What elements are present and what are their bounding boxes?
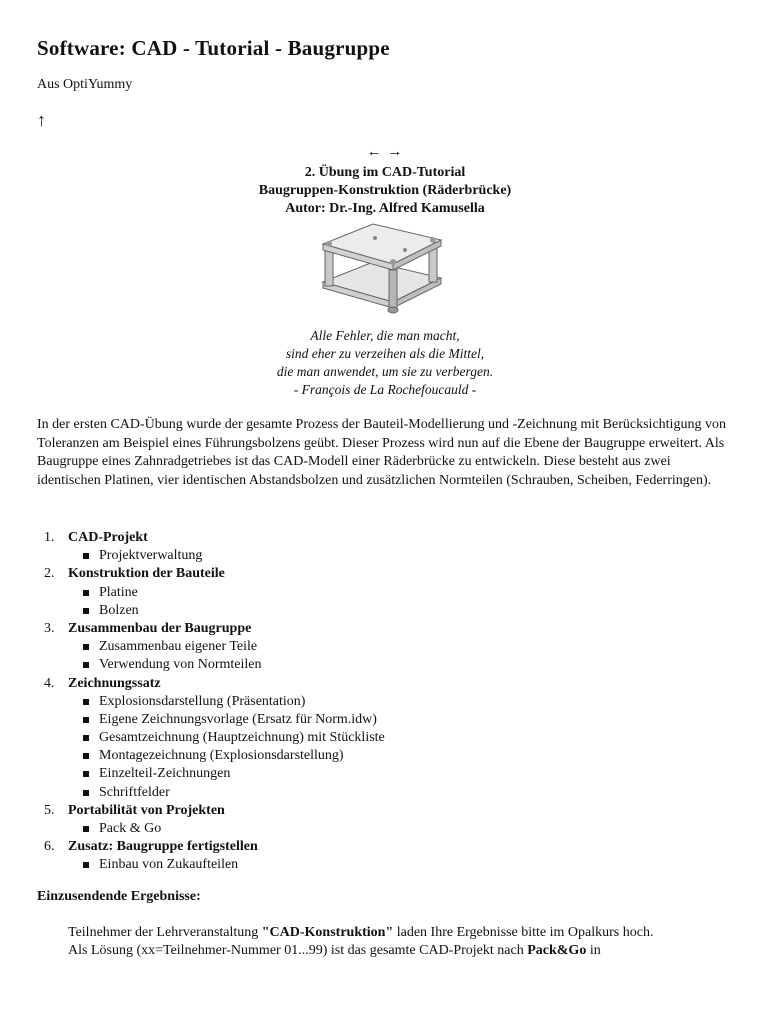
packgo-term: Pack&Go [527,943,587,958]
outline-subitem-link[interactable]: Montagezeichnung (Explosionsdarstellung) [99,748,344,764]
course-name: "CAD-Konstruktion" [261,925,394,940]
quote-line1: Alle Fehler, die man macht, [310,328,460,343]
outline-subitem-link[interactable]: Verwendung von Normteilen [99,657,262,673]
outline-number: 1. [44,530,55,545]
results-heading: Einzusendende Ergebnisse: [37,889,201,904]
assembly-image [313,222,449,326]
results-text: Teilnehmer der Lehrveranstaltung [68,925,262,940]
results-text: laden Ihre Ergebnisse bitte im Opalkurs hoch. [393,925,654,940]
outline-subitem-link[interactable]: Platine [99,584,138,600]
outline-section-link[interactable]: Zusatz: Baugruppe fertigstellen [68,839,258,855]
quote-author: - François de La Rochefoucauld - [293,382,477,397]
up-arrow-link[interactable]: ↑ [37,110,46,130]
square-bullet-icon [83,608,89,614]
square-bullet-icon [83,790,89,796]
outline-subitem-link[interactable]: Bolzen [99,602,139,618]
square-bullet-icon [83,699,89,705]
square-bullet-icon [83,662,89,668]
outline-subitem-link[interactable]: Pack & Go [99,821,162,836]
outline-section-link[interactable]: Konstruktion der Bauteile [68,566,225,582]
outline-number: 6. [44,839,55,855]
intro-paragraph: In der ersten CAD-Übung wurde der gesamte Prozess der Bauteil-Modellierung und -Zeichnung mit Berücksichtigung von Toleranzen am Beispiel eines Führungsbolzens geübt. Dieser Prozess wird nun auf die Ebene der Baugruppe erweitert. Als Baugruppe eines Zahnradgetriebes ist das CAD-Modell einer Räderbrücke zu entwickeln. Diese besteht aus zwei identischen Platinen, vier identischen Abstandsbolzen und zusätzlichen Normteilen (Schrauben, Scheiben, Federringen). [37,417,726,488]
outline-section-link[interactable]: Zusammenbau der Baugruppe [68,620,252,636]
outline-subitem-link[interactable]: Einzelteil-Zeichnungen [99,766,231,782]
square-bullet-icon [83,826,89,832]
outline-section-link[interactable]: Zeichnungssatz [68,675,161,691]
outline-subitem-link[interactable]: Zusammenbau eigener Teile [99,639,258,655]
tutorial-heading-author: Autor: Dr.-Ing. Alfred Kamusella [285,201,485,216]
outline-subitem-link[interactable]: Projektverwaltung [99,548,203,564]
nav-arrows[interactable]: ← → [366,144,404,160]
outline-section-link[interactable]: Portabilität von Projekten [68,802,225,818]
page-title: Software: CAD - Tutorial - Baugruppe [37,36,390,60]
square-bullet-icon [83,717,89,723]
square-bullet-icon [83,771,89,777]
outline-subitem-link[interactable]: Gesamtzeichnung (Hauptzeichnung) mit Stückliste [99,730,385,746]
tutorial-heading-line1: 2. Übung im CAD-Tutorial [304,165,466,180]
square-bullet-icon [83,553,89,559]
quote-line2: sind eher zu verzeihen als die Mittel, [285,346,485,361]
results-body [68,924,736,960]
quote-line3: die man anwendet, um sie zu verbergen. [276,364,494,379]
square-bullet-icon [83,753,89,759]
outline-subitem-link[interactable]: Eigene Zeichnungsvorlage (Ersatz für Norm.idw) [99,711,377,727]
results-paragraph-2 [68,942,736,960]
outline-number: 3. [44,620,55,636]
tutorial-heading-line2: Baugruppen-Konstruktion (Räderbrücke) [258,183,512,198]
outline-subitem-link[interactable]: Einbau von Zukaufteilen [99,857,239,873]
square-bullet-icon [83,590,89,596]
page-subtitle: Aus OptiYummy [37,77,133,92]
outline-subitem-link[interactable]: Explosionsdarstellung (Präsentation) [99,693,306,709]
results-text: in [586,943,601,958]
outline-number: 2. [44,566,55,582]
square-bullet-icon [83,862,89,868]
outline-subitem-link[interactable]: Schriftfelder [99,784,170,800]
square-bullet-icon [83,644,89,650]
square-bullet-icon [83,735,89,741]
results-text: Als Lösung (xx=Teilnehmer-Nummer 01...99) ist das gesamte CAD-Projekt nach [68,943,528,958]
outline-section-link[interactable]: CAD-Projekt [68,530,148,545]
outline-number: 4. [44,675,55,691]
results-paragraph-1 [68,924,736,942]
outline-number: 5. [44,802,55,818]
